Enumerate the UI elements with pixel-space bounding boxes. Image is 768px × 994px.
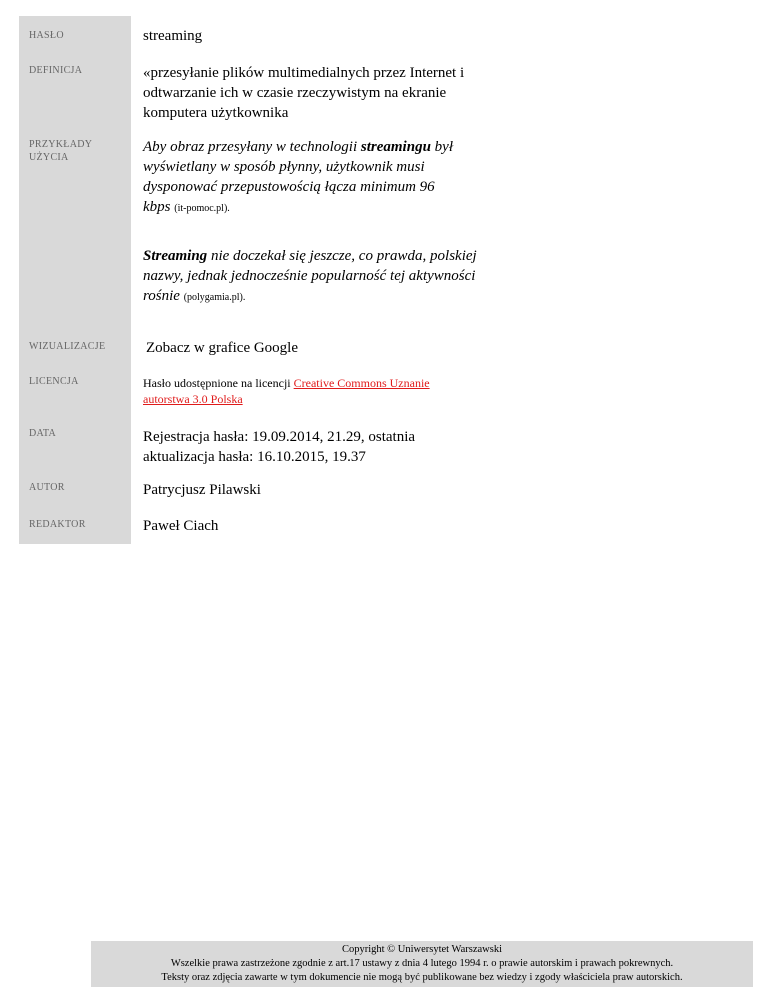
footer-line-2: Wszelkie prawa zastrzeżone zgodnie z art.17 ustawy z dnia 4 lutego 1994 r. o prawie autorskim i prawach pokrewnych. xyxy=(170,958,674,969)
label-przyklady-line1: PRZYKŁADY xyxy=(29,139,93,150)
example-1-before: Aby obraz przesyłany w technologii xyxy=(143,139,361,155)
label-przyklady-line2: UŻYCIA xyxy=(29,152,69,163)
label-autor: AUTOR xyxy=(29,482,65,493)
label-licencja: LICENCJA xyxy=(29,376,79,387)
author-name: Patrycjusz Pilawski xyxy=(143,482,261,498)
editor-name: Paweł Ciach xyxy=(143,518,219,534)
footer-line-1: Copyright © Uniwersytet Warszawski xyxy=(341,944,503,955)
example-1-after: był wyświetlany w sposób płynny, użytkownik musi dysponować przepustowością łącza minimum 96 kbps xyxy=(143,139,453,215)
license-text xyxy=(143,375,463,407)
label-redaktor: REDAKTOR xyxy=(29,519,86,530)
label-haslo: HASŁO xyxy=(29,30,64,41)
example-2-after: nie doczekał się jeszcze, co prawda, polskiej nazwy, jednak jednocześnie popularność tej aktywności rośnie xyxy=(143,248,477,304)
google-images-link[interactable]: Zobacz w grafice Google xyxy=(146,340,299,356)
example-2-bold: Streaming xyxy=(143,248,208,264)
footer-line-3: Teksty oraz zdjęcia zawarte w tym dokumencie nie mogą być publikowane bez wiedzy i zgody właściciela praw autorskich. xyxy=(161,972,683,983)
example-2 xyxy=(143,246,483,308)
label-sidebar xyxy=(19,16,131,544)
copyright-footer xyxy=(91,941,753,987)
dates-text: Rejestracja hasła: 19.09.2014, 21.29, ostatnia aktualizacja hasła: 16.10.2015, 19.37 xyxy=(143,429,416,465)
label-przyklady xyxy=(29,138,92,164)
example-2-source: (polygamia.pl). xyxy=(183,292,246,303)
license-prefix: Hasło udostępnione na licencji xyxy=(143,376,294,390)
license-link[interactable]: Creative Commons Uznanie autorstwa 3.0 Polska xyxy=(143,376,430,406)
label-wizualizacje: WIZUALIZACJE xyxy=(29,341,106,352)
label-definicja: DEFINICJA xyxy=(29,65,83,76)
example-1-source: (it-pomoc.pl). xyxy=(174,203,230,214)
example-1-bold: streamingu xyxy=(360,139,431,155)
definition-text: «przesyłanie plików multimedialnych przez Internet i odtwarzanie ich w czasie rzeczywistym na ekranie komputera użytkownika xyxy=(143,65,465,121)
label-data: DATA xyxy=(29,428,57,439)
example-1 xyxy=(143,137,463,219)
entry-term: streaming xyxy=(143,28,203,44)
